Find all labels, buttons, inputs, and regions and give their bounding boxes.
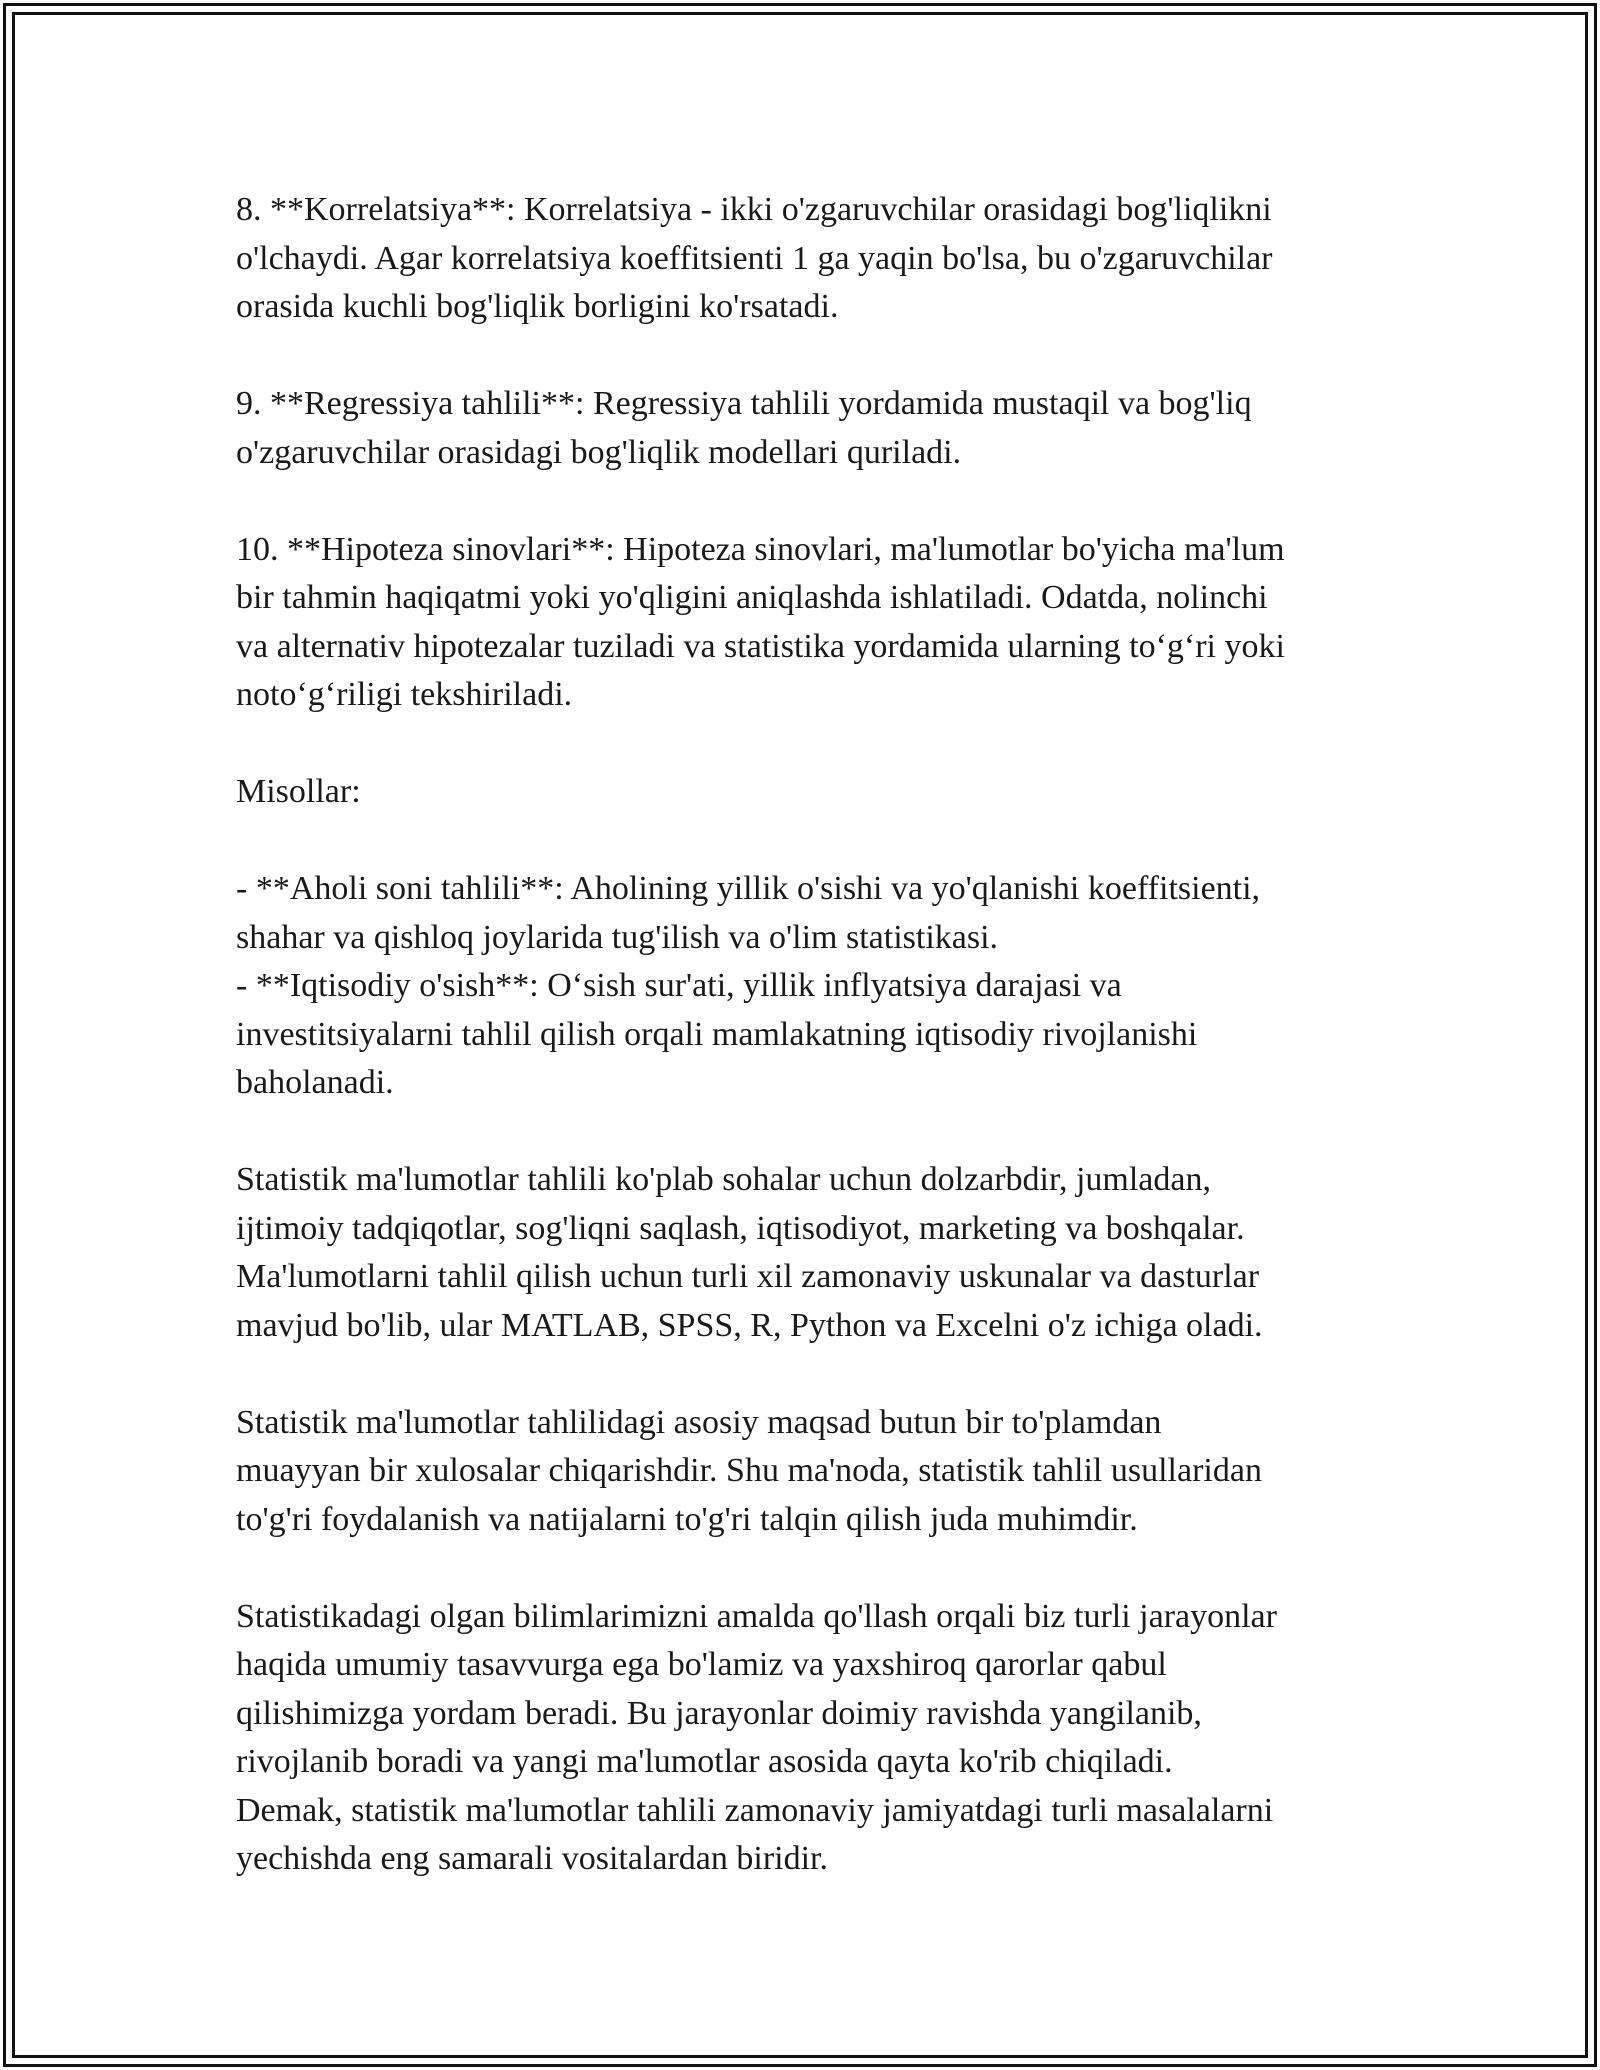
list-item-population: - **Aholi soni tahlili**: Aholining yillik o'sishi va yo'qlanishi koeffitsienti, shahar va qishloq joylarida tug'ilish va o'lim statistikasi.	[236, 870, 1261, 956]
paragraph-relevance: Statistik ma'lumotlar tahlili ko'plab sohalar uchun dolzarbdir, jumladan, ijtimoiy tadqiqotlar, sog'liqni saqlash, iqtisodiyot, marketing va boshqalar. Ma'lumotlarni tahlil qilish uchun turli xil zamonaviy uskunalar va dasturlar mavjud bo'lib, ular MATLAB, SPSS, R, Python va Excelni o'z ichiga oladi.	[236, 1161, 1263, 1344]
list-item-economic-growth: - **Iqtisodiy o'sish**: O‘sish sur'ati, yillik inflyatsiya darajasi va investitsiyalarni tahlil qilish orqali mamlakatning iqtisodiy rivojlanishi baholanadi.	[236, 967, 1198, 1101]
paragraph-regression: 9. **Regressiya tahlili**: Regressiya tahlili yordamida mustaqil va bog'liq o'zgaruvchilar orasidagi bog'liqlik modellari quriladi.	[236, 385, 1252, 471]
paragraph-conclusion: Statistikadagi olgan bilimlarimizni amalda qo'llash orqali biz turli jarayonlar haqida umumiy tasavvurga ega bo'lamiz va yaxshiroq qarorlar qabul qilishimizga yordam beradi. Bu jarayonlar doimiy ravishda yangilanib, rivojlanib boradi va yangi ma'lumotlar asosida qayta ko'rib chiqiladi. Demak, statistik ma'lumotlar tahlili zamonaviy jamiyatdagi turli masalalarni yechishda eng samarali vositalardan biridir.	[236, 1597, 1277, 1877]
paragraph-examples-heading: Misollar:	[236, 773, 361, 810]
document-body	[236, 186, 1416, 1884]
paragraph-purpose: Statistik ma'lumotlar tahlilidagi asosiy maqsad butun bir to'plamdan muayyan bir xulosalar chiqarishdir. Shu ma'noda, statistik tahlil usullaridan to'g'ri foydalanish va natijalarni to'g'ri talqin qilish juda muhimdir.	[236, 1403, 1262, 1538]
paragraph-hypothesis: 10. **Hipoteza sinovlari**: Hipoteza sinovlari, ma'lumotlar bo'yicha ma'lum bir tahmin haqiqatmi yoki yo'qligini aniqlashda ishlatiladi. Odatda, nolinchi va alternativ hipotezalar tuziladi va statistika yordamida ularning to‘g‘ri yoki noto‘g‘riligi tekshiriladi.	[236, 530, 1285, 713]
paragraph-correlation: 8. **Korrelatsiya**: Korrelatsiya - ikki o'zgaruvchilar orasidagi bog'liqlikni o'lchaydi. Agar korrelatsiya koeffitsienti 1 ga yaqin bo'lsa, bu o'zgaruvchilar orasida kuchli bog'liqlik borligini ko'rsatadi.	[236, 191, 1273, 325]
